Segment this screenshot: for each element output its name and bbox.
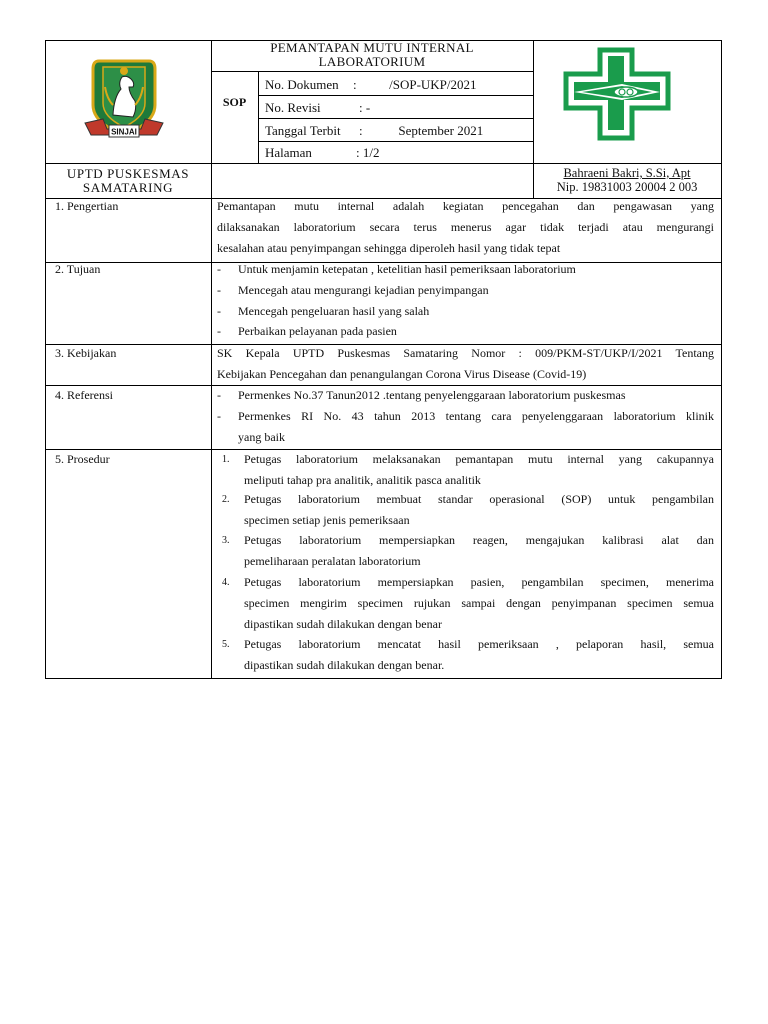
header-sop-divider [258,71,259,163]
emblem-banner-text: SINJAI [111,127,137,137]
signer-nip: Nip. 19831003 20004 2 003 [556,180,698,194]
regency-emblem-logo [83,57,165,141]
step-number: 5. [222,639,230,650]
issue-date-label: Tanggal Terbit [265,123,341,138]
organization-name-line-2: SAMATARING [82,180,174,195]
kebijakan-text [217,343,714,385]
header-row-line-3 [258,141,533,142]
section-label-tujuan: 2. Tujuan [55,262,101,276]
header-row-line-2 [258,118,533,119]
prosedur-line: Petugas laboratorium mempersiapkan reagen, mengajukan kalibrasi alat dan [244,533,714,547]
prosedur-line: Petugas laboratorium membuat standar operasional (SOP) untuk pengambilan [244,492,714,506]
bullet-dash: - [217,324,221,338]
section-label-referensi: 4. Referensi [55,388,113,402]
bullet-dash: - [217,409,221,423]
kebijakan-line: Kebijakan Pencegahan dan penangulangan Corona Virus Disease (Covid-19) [217,367,587,381]
pengertian-line: Pemantapan mutu internal adalah kegiatan pencegahan dan pengawasan yang [217,199,714,213]
prosedur-line: specimen setiap jenis pemeriksaan [244,513,410,527]
table-bottom-border [45,678,722,679]
organization-name [45,167,211,195]
prosedur-step [244,634,714,676]
referensi-item [238,406,714,448]
bullet-dash: - [217,262,221,276]
step-number: 3. [222,535,230,546]
referensi-line: yang baik [238,430,285,444]
pengertian-line: dilaksanakan laboratorium secara terus menerus agar tidak terjadi atau mengurangi [217,220,714,234]
prosedur-step [244,530,714,572]
pengertian-text [217,196,714,259]
emblem-icon [83,57,165,141]
document-title-line-1: PEMANTAPAN MUTU INTERNAL [270,40,474,55]
green-cross-icon [560,44,678,144]
issue-date-value: : September 2021 [359,123,484,138]
referensi-line: Permenkes RI No. 43 tahun 2013 tentang cara penyelenggaraan laboratorium klinik [238,409,714,423]
prosedur-line: Petugas laboratorium mencatat hasil pemeriksaan , pelaporan hasil, semua [244,637,714,651]
prosedur-step [244,572,714,635]
tujuan-item: Mencegah pengeluaran hasil yang salah [238,304,430,318]
document-title-line-2: LABORATORIUM [318,54,426,69]
sop-label: SOP [222,95,247,109]
header-mid-line-right [533,163,721,164]
revision-label: No. Revisi [265,100,321,115]
doc-number-value: : /SOP-UKP/2021 [353,77,477,92]
table-left-border [45,40,46,678]
referensi-item: Permenkes No.37 Tanun2012 .tentang penyelenggaraan laboratorium puskesmas [238,388,626,402]
header-title-bottom [211,71,533,72]
puskesmas-logo [560,44,678,144]
pengertian-line: kesalahan atau penyimpangan sehingga diperoleh hasil yang tidak tepat [217,241,561,255]
bullet-dash: - [217,388,221,402]
prosedur-line: Petugas laboratorium melaksanakan pemantapan mutu internal yang cakupannya [244,452,714,466]
page-label: Halaman [265,145,312,160]
document-title [211,40,533,69]
prosedur-step [244,449,714,491]
table-right-border [721,40,722,678]
section-label-prosedur: 5. Prosedur [55,452,110,466]
tujuan-item: Perbaikan pelayanan pada pasien [238,324,397,338]
prosedur-step [244,489,714,531]
prosedur-line: dipastikan sudah dilakukan dengan benar [244,617,442,631]
kebijakan-line: SK Kepala UPTD Puskesmas Samataring Nomor : 009/PKM-ST/UKP/I/2021 Tentang [217,346,714,360]
section-label-kebijakan: 3. Kebijakan [55,346,117,360]
tujuan-item: Untuk menjamin ketepatan , ketelitian hasil pemeriksaan laboratorium [238,262,576,276]
step-number: 4. [222,577,230,588]
prosedur-line: meliputi tahap pra analitik, analitik pasca analitik [244,473,481,487]
signer-name: Bahraeni Bakri, S.Si, Apt [563,166,691,180]
bullet-dash: - [217,304,221,318]
header-mid-line-left [45,163,533,164]
header-col-divider-1 [211,40,212,678]
page-value: : 1/2 [356,145,380,160]
revision-value: : - [359,100,371,115]
prosedur-line: specimen mengirim specimen rujukan sampai dengan penyimpanan specimen semua [244,596,714,610]
step-number: 2. [222,494,230,505]
prosedur-line: dipastikan sudah dilakukan dengan benar. [244,658,445,672]
tujuan-item: Mencegah atau mengurangi kejadian penyimpangan [238,283,489,297]
organization-name-line-1: UPTD PUSKESMAS [66,166,190,181]
bullet-dash: - [217,283,221,297]
step-number: 1. [222,454,230,465]
prosedur-line: Petugas laboratorium mempersiapkan pasien, pengambilan specimen, menerima [244,575,714,589]
header-row-line-1 [258,95,533,96]
prosedur-line: pemeliharaan peralatan laboratorium [244,554,421,568]
doc-number-label: No. Dokumen [265,77,339,92]
section-label-pengertian: 1. Pengertian [55,199,119,213]
